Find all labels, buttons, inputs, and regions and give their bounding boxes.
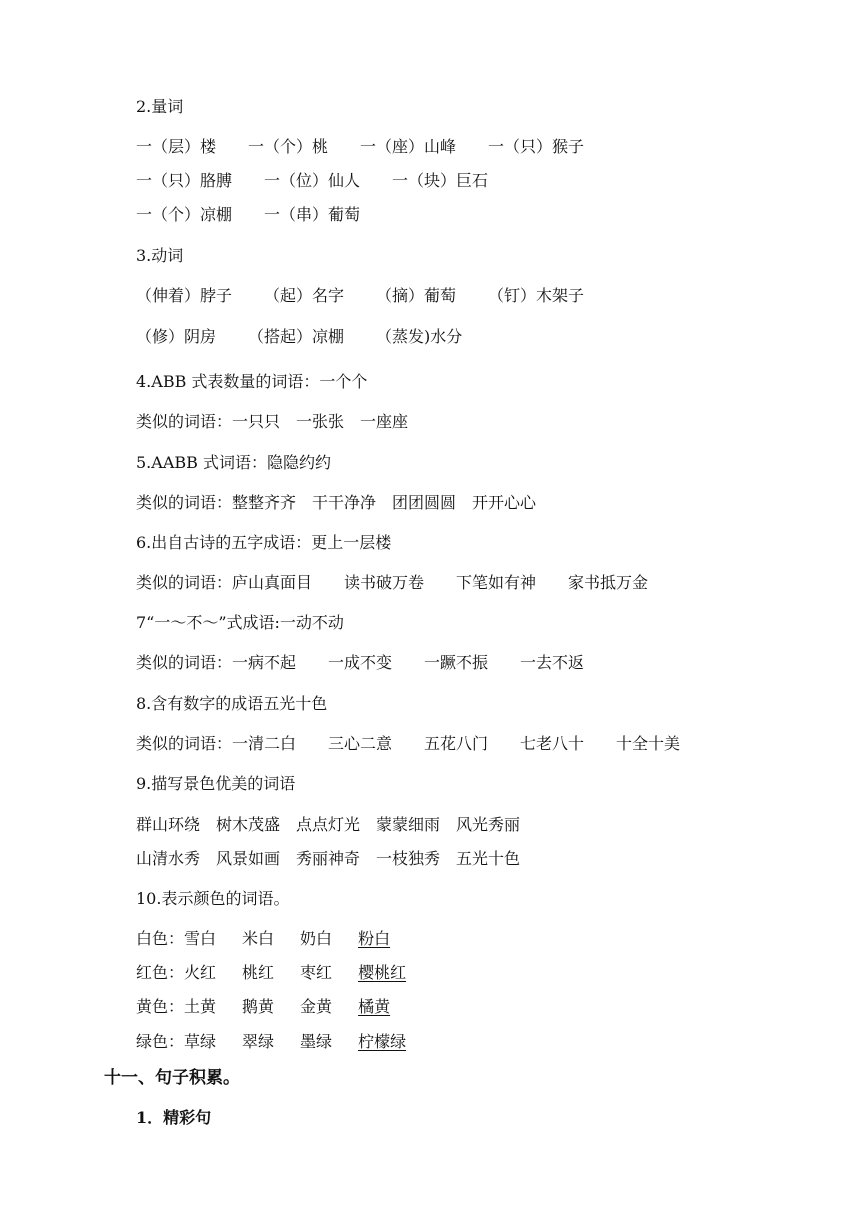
section-5-similar: 类似的词语：整整齐齐 干干净净 团团圆圆 开开心心 [136,493,537,512]
section-2-title: 2.量词 [136,97,184,116]
section-7-similar: 类似的词语：一病不起 一成不变 一蹶不振 一去不返 [136,653,585,672]
measure-row-1: 一（层）楼 一（个）桃 一（座）山峰 一（只）猴子 [136,137,585,156]
scenery-row-2: 山清水秀 风景如画 秀丽神奇 一枝独秀 五光十色 [136,849,521,868]
section-10-title: 10.表示颜色的词语。 [136,889,290,908]
measure-row-3: 一（个）凉棚 一（串）葡萄 [136,205,361,224]
chapter-title: 十一、句子积累。 [104,1068,240,1088]
section-5-title: 5.AABB 式词语：隐隐约约 [136,453,331,472]
color-row-yellow: 黄色：土黄 鹅黄 金黄 橘黄 [136,997,391,1016]
section-4-title: 4.ABB 式表数量的词语：一个个 [136,372,368,391]
section-8-similar: 类似的词语：一清二白 三心二意 五花八门 七老八十 十全十美 [136,734,681,753]
verb-row-2: （修）阴房 （搭起）凉棚 （蒸发)水分 [136,327,463,346]
section-6-title: 6.出自古诗的五字成语：更上一层楼 [136,533,392,552]
section-8-title: 8.含有数字的成语五光十色 [136,694,328,713]
section-3-title: 3.动词 [136,246,184,265]
color-row-white: 白色：雪白 米白 奶白 粉白 [136,929,391,948]
scenery-row-1: 群山环绕 树木茂盛 点点灯光 蒙蒙细雨 风光秀丽 [136,815,521,834]
measure-row-2: 一（只）胳膊 一（位）仙人 一（块）巨石 [136,171,489,190]
section-9-title: 9.描写景色优美的词语 [136,774,296,793]
verb-row-1: （伸着）脖子 （起）名字 （摘）葡萄 （钉）木架子 [136,286,585,305]
section-7-title: 7“一～不～”式成语:一动不动 [136,613,344,632]
color-row-green: 绿色：草绿 翠绿 墨绿 柠檬绿 [136,1032,407,1051]
section-6-similar: 类似的词语：庐山真面目 读书破万卷 下笔如有神 家书抵万金 [136,573,649,592]
chapter-subtitle: 1．精彩句 [136,1108,212,1127]
color-row-red: 红色：火红 桃红 枣红 樱桃红 [136,963,407,982]
section-4-similar: 类似的词语：一只只 一张张 一座座 [136,412,409,431]
